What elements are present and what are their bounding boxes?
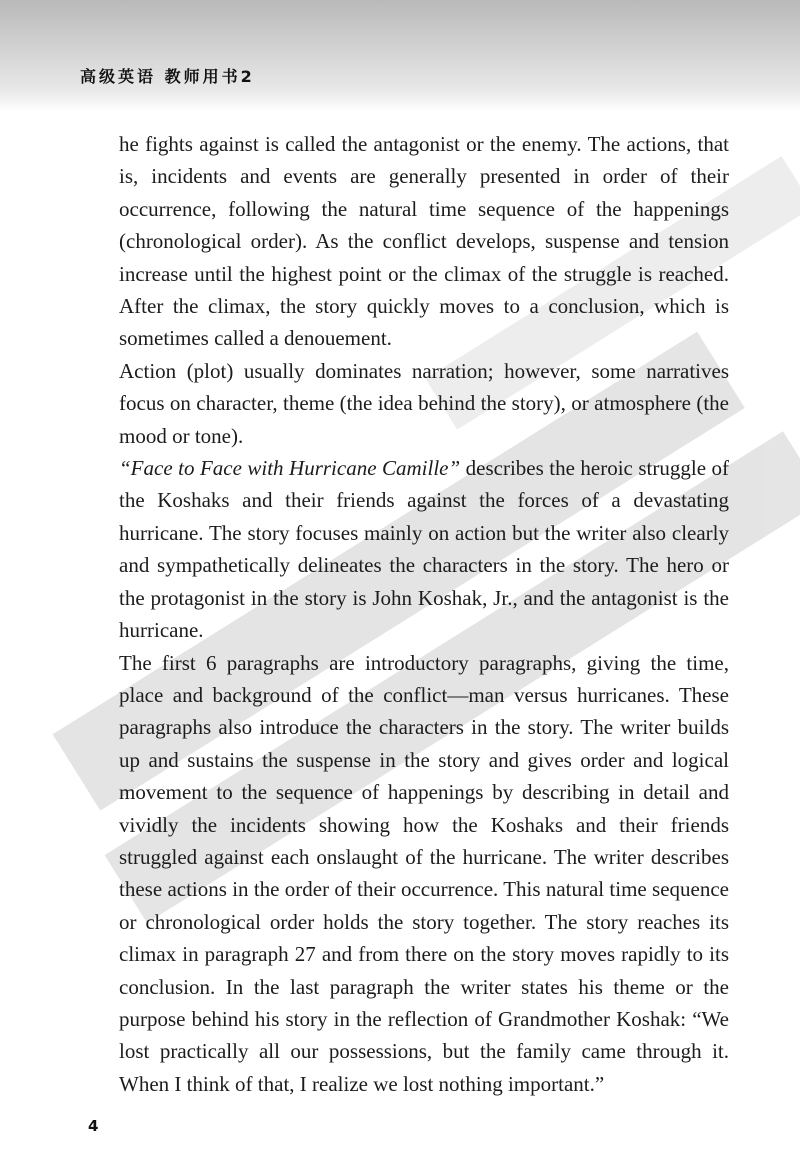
story-title: “Face to Face with Hurricane Camille” [119, 456, 461, 481]
paragraph-2: Action (plot) usually dominates narration; however, some narratives focus on character, theme (the idea behind the story), or atmosphere (the mood or tone). [119, 358, 729, 448]
main-text [119, 128, 729, 1100]
paragraph-3 [119, 452, 729, 646]
header-band [0, 0, 800, 112]
paragraph-3-text: describes the heroic struggle of the Koshaks and their friends against the forces of a devastating hurricane. The story focuses mainly on action but the writer also clearly and sympathetically delineates the characters in the story. The hero or the protagonist in the story is John Koshak, Jr., and the antagonist is the hurricane. [119, 456, 729, 643]
running-header: 高级英语 教师用书2 [80, 67, 255, 86]
page-number: 4 [88, 1117, 99, 1135]
paragraph-1: he fights against is called the antagonist or the enemy. The actions, that is, incidents and events are generally presented in order of their occurrence, following the natural time sequence of the happenings (chronological order). As the conflict develops, suspense and tension increase until the highest point or the climax of the struggle is reached. After the climax, the story quickly moves to a conclusion, which is sometimes called a denouement. [119, 132, 729, 351]
paragraph-4: The first 6 paragraphs are introductory paragraphs, giving the time, place and background of the conflict—man versus hurricanes. These paragraphs also introduce the characters in the story. The writer builds up and sustains the suspense in the story and gives order and logical movement to the sequence of happenings by describing in detail and vividly the incidents showing how the Koshaks and their friends struggled against each onslaught of the hurricane. The writer describes these actions in the order of their occurrence. This natural time sequence or chronological order holds the story together. The story reaches its climax in paragraph 27 and from there on the story moves rapidly to its conclusion. In the last paragraph the writer states his theme or the purpose behind his story in the reflection of Grandmother Koshak: “We lost practically all our possessions, but the family came through it. When I think of that, I realize we lost nothing important.” [119, 650, 729, 1096]
